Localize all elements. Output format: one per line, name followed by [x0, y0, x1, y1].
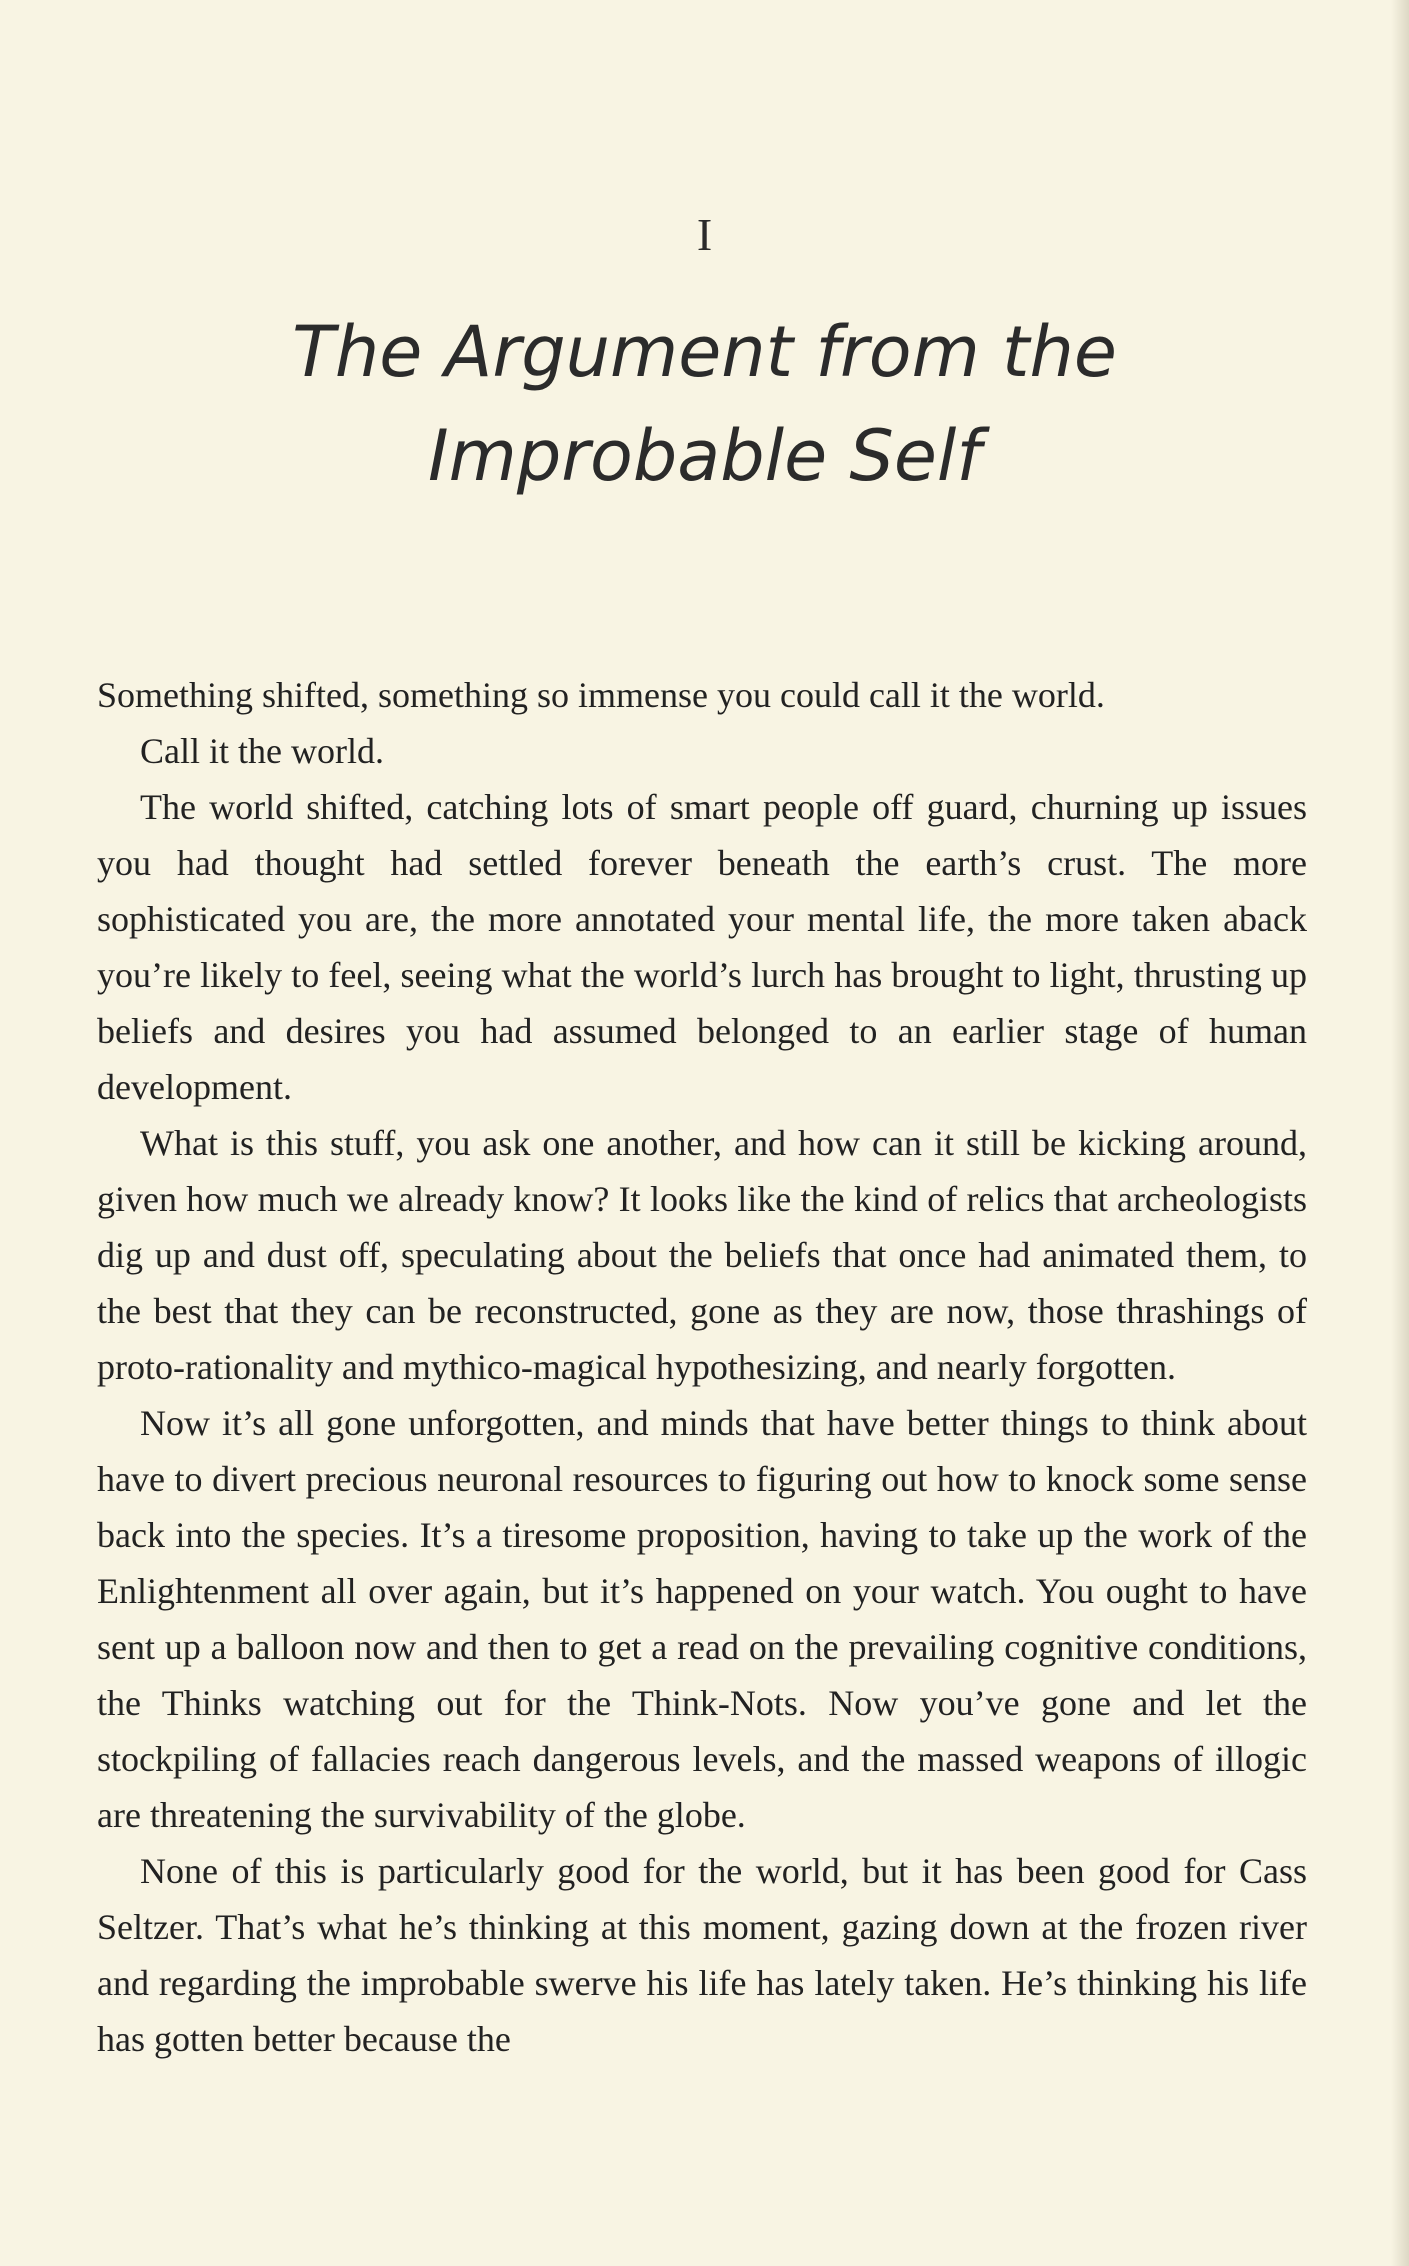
- paragraph-2: Call it the world.: [140, 731, 384, 771]
- paragraph-4: What is this stuff, you ask one another, and how can it still be kicking around, given how much we already know? It looks like the kind of relics that archeologists dig up and dust off, speculating about the beliefs that once had animated them, to the best that they can be reconstructed, gone as they are now, those thrashings of proto-rationality and mythico-magical hypothesizing, and nearly forgotten.: [97, 1123, 1307, 1387]
- paragraph-6: None of this is particularly good for the world, but it has been good for Cass Seltzer. That’s what he’s thinking at this moment, gazing down at the frozen river and regarding the improbable swerve his life has lately taken. He’s thinking his life has gotten better because the: [97, 1851, 1307, 2059]
- paragraph-5: Now it’s all gone unforgotten, and minds that have better things to think about have to divert precious neuronal resources to figuring out how to knock some sense back into the species. It’s a tiresome proposition, having to take up the work of the Enlightenment all over again, but it’s happened on your watch. You ought to have sent up a balloon now and then to get a read on the prevailing cognitive conditions, the Thinks watching out for the Think-Nots. Now you’ve gone and let the stockpiling of fallacies reach dangerous levels, and the massed weapons of illogic are threatening the survivability of the globe.: [97, 1403, 1307, 1835]
- chapter-title-line-1: The Argument from the: [292, 311, 1117, 393]
- paragraph-1: Something shifted, something so immense you could call it the world.: [97, 675, 1105, 715]
- chapter-number: I: [696, 209, 713, 260]
- chapter-title-line-2: Improbable Self: [428, 415, 981, 497]
- paragraph-3: The world shifted, catching lots of smart people off guard, churning up issues you had thought had settled forever beneath the earth’s crust. The more sophisticated you are, the more annotated your mental life, the more taken aback you’re likely to feel, seeing what the world’s lurch has brought to light, thrusting up beliefs and desires you had assumed belonged to an earlier stage of human development.: [97, 787, 1307, 1107]
- chapter-title: [0, 300, 1409, 508]
- body-text: [97, 667, 1307, 2067]
